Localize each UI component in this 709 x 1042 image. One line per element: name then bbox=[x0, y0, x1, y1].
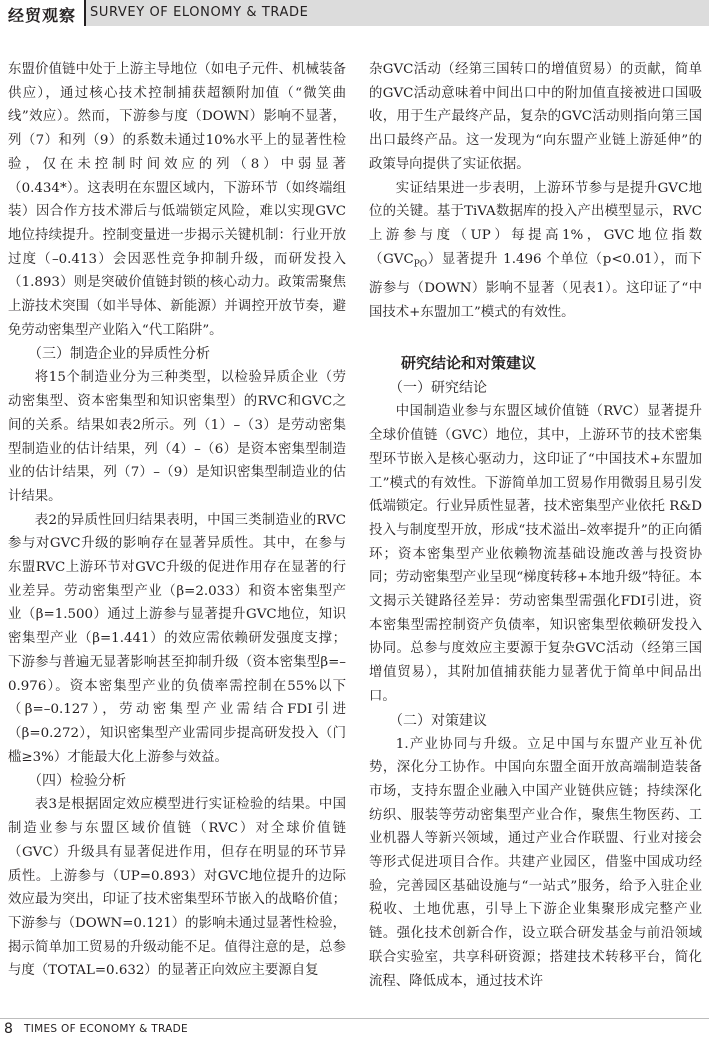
page-header bbox=[0, 0, 709, 26]
left-paragraph-1: 东盟价值链中处于上游主导地位（如电子元件、机械装备供应），通过核心技术控制捕获超额附加值（“微笑曲线”效应）。然而，下游参与度（DOWN）影响不显著，列（7）和列（9）的系数未通过10%水平上的显著性检验，仅在未控制时间效应的列（8）中弱显著（0.434*）。这表明在东盟区域内，下游环节（如终端组装）因合作方技术滞后与低端锁定风险，难以实现GVC地位持续提升。控制变量进一步揭示关键机制：行业开放过度（–0.413）会因恶性竞争抑制升级，而研发投入（1.893）则是突破价值链封锁的核心动力。政策需聚焦上游技术突围（如半导体、新能源）并调控开放节奏，避免劳动密集型产业陷入“代工陷阱”。 bbox=[8, 62, 346, 338]
left-column bbox=[8, 58, 346, 983]
right-paragraph-2-rest: ）显著提升 1.496 个单位（p<0.01），而下游参与（DOWN）影响不显著（见表1）。这印证了“中国技术+东盟加工”模式的有效性。 bbox=[369, 251, 702, 320]
gvc-subscript: PO bbox=[413, 259, 428, 270]
left-paragraph-3: 表2的异质性回归结果表明，中国三类制造业的RVC参与对GVC升级的影响存在显著异质性。其中，在参与东盟RVC上游环节对GVC升级的促进作用存在显著的行业差异。劳动密集型产业（β=2.033）和资本密集型产业（β=1.500）通过上游参与显著提升GVC地位，知识密集型产业（β=1.441）的效应需依赖研发强度支撑；下游参与普遍无显著影响甚至抑制升级（资本密集型β=–0.976）。资本密集型产业的负债率需控制在55%以下（β=–0.127），劳动密集型产业需结合FDI引进（β=0.272），知识密集型产业需同步提高研发投入（门槛≥3%）才能最大化上游参与效益。 bbox=[8, 512, 346, 765]
section-title-conclusions: 研究结论和对策建议 bbox=[401, 354, 537, 373]
header-divider bbox=[84, 0, 86, 26]
left-paragraph-4: 表3是根据固定效应模型进行实证检验的结果。中国制造业参与东盟区域价值链（RVC）对全球价值链（GVC）升级具有显著促进作用，但存在明显的环节异质性。上游参与（UP=0.893）对GVC地位提升的边际效应最为突出，印证了技术密集型环节嵌入的战略价值；下游参与（DOWN=0.121）的影响未通过显著性检验，揭示简单加工贸易的升级动能不足。值得注意的是，总参与度（TOTAL=0.632）的显著正向效应主要源自复 bbox=[8, 797, 346, 979]
right-paragraph-2 bbox=[369, 177, 702, 325]
right-paragraph-1: 杂GVC活动（经第三国转口的增值贸易）的贡献，简单的GVC活动意味着中间出口中的附加值直接被进口国吸收，用于生产最终产品，复杂的GVC活动则指向第三国出口最终产品。这一发现为“向东盟产业链上游延伸”的政策导向提供了实证依据。 bbox=[369, 62, 702, 172]
right-paragraph-4: 1.产业协同与升级。立足中国与东盟产业互补优势，深化分工协作。中国向东盟全面开放高端制造装备市场，支持东盟企业融入中国产业链供应链；持续深化纺织、服装等劳动密集型产业合作，聚焦生物医药、工业机器人等新兴领域，通过产业合作联盟、行业对接会等形式促进项目合作。共建产业园区，借鉴中国成功经验，完善园区基础设施与“一站式”服务，给予入驻企业税收、土地优惠，引导上下游企业集聚形成完整产业链。强化技术创新合作，设立联合研发基金与前沿领域联合实验室，共享科研资源；搭建技术转移平台，简化流程、降低成本，通过技术许 bbox=[369, 736, 702, 989]
right-paragraph-3: 中国制造业参与东盟区域价值链（RVC）显著提升全球价值链（GVC）地位，其中，上游环节的技术密集型环节嵌入是核心驱动力，这印证了“中国技术+东盟加工”模式的有效性。下游简单加工贸易作用微弱且易引发低端锁定。行业异质性显著，技术密集型产业依托 R&D 投入与制度型开放，形成“技术溢出–效率提升”的正向循环；资本密集型产业依赖物流基础设施改善与投资协同；劳动密集型产业呈现“梯度转移+本地升级”特征。本文揭示关键路径差异：劳动密集型需强化FDI引进，资本密集型需控制资产负债率，知识密集型依赖研发投入协同。总参与度效应主要源于复杂GVC活动（经第三国增值贸易），其附加值捕获能力显著优于简单中间品出口。 bbox=[369, 404, 702, 704]
header-section-cn: 经贸观察 bbox=[8, 6, 77, 25]
subheading-test-analysis: （四）检验分析 bbox=[28, 773, 126, 790]
subheading-conclusions: （一）研究结论 bbox=[389, 380, 487, 397]
right-column bbox=[369, 58, 702, 993]
header-section-label bbox=[0, 0, 84, 26]
right-paragraph-2-text: 实证结果进一步表明，上游环节参与是提升GVC地位的关键。基于TiVA数据库的投入产出模型显示，RVC上游参与度（UP）每提高1%，GVC地位指数（GVC bbox=[369, 180, 702, 267]
page-number: 8 bbox=[4, 1021, 13, 1037]
left-paragraph-2: 将15个制造业分为三种类型，以检验异质企业（劳动密集型、资本密集型和知识密集型）的RVC和GVC之间的关系。结果如表2所示。列（1）–（3）是劳动密集型制造业的估计结果，列（4）–（6）是资本密集型制造业的估计结果，列（7）–（9）是知识密集型制造业的估计结果。 bbox=[8, 370, 346, 504]
subheading-recommendations: （二）对策建议 bbox=[389, 712, 487, 729]
header-section-en: SURVEY OF ELONOMY & TRADE bbox=[90, 5, 309, 20]
page-footer bbox=[0, 1018, 709, 1042]
publication-name: TIMES OF ECONOMY & TRADE bbox=[24, 1023, 188, 1035]
subheading-heterogeneity: （三）制造企业的异质性分析 bbox=[28, 346, 210, 363]
header-bar bbox=[84, 0, 709, 26]
footer-rule bbox=[0, 1018, 709, 1019]
